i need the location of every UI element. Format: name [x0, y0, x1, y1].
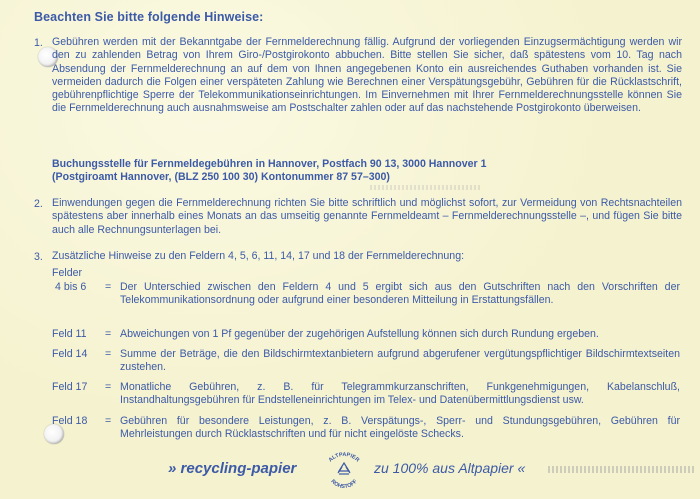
field-row-text: Monatliche Gebühren, z. B. für Telegrammkurzanschriften, Funkgenehmigungen, Kabelanschluß, Instandhaltungsgebühren für Endstelleneinrichtungen im Telex- und Datenübermittlungsdienst usw.: [120, 381, 680, 407]
section-3-intro: Zusätzliche Hinweise zu den Feldern 4, 5, 6, 11, 14, 17 und 18 der Fernmelderechnung:: [52, 250, 465, 262]
field-row-eq: =: [105, 348, 112, 360]
footer: [0, 452, 700, 488]
section-2-number: 2.: [34, 198, 43, 210]
field-row-text: Abweichungen von 1 Pf gegenüber der zugehörigen Aufstellung können sich durch Rundung ergeben.: [120, 328, 599, 340]
field-row-eq: =: [105, 415, 112, 427]
field-row-eq: =: [105, 281, 112, 293]
page-heading: Beachten Sie bitte folgende Hinweise:: [34, 10, 264, 24]
felder-label: Felder: [52, 267, 83, 279]
field-row-eq: =: [105, 381, 112, 393]
field-row-eq: =: [105, 328, 112, 340]
section-2-text: Einwendungen gegen die Fernmelderechnung richten Sie bitte schriftlich und möglichst sofort, zur Vermeidung von Rechtsnachteilen spätestens aber innerhalb eines Monats an das umseitig genannte Fernmeldeamt – Fernmelderechnungsstelle –, und fügen Sie bitte auch alle Rechnungsunterlagen bei.: [52, 197, 682, 236]
field-row-label: Feld 11: [52, 328, 87, 340]
account-line-1: Buchungsstelle für Fernmeldegebühren in Hannover, Postfach 90 13, 3000 Hannover 1: [52, 158, 487, 170]
section-3-number: 3.: [34, 251, 43, 263]
section-1-number: 1.: [34, 37, 43, 49]
recycling-logo-icon: [320, 452, 368, 488]
stamp-smudge: [370, 185, 480, 190]
field-row-text: Gebühren für besondere Leistungen, z. B. Verspätungs-, Sperr- und Stundungsgebühren, Gebühren für Mehrleistungen durch Rücklastschriften und für nicht eingelöste Schecks.: [120, 415, 680, 441]
field-row-text: Der Unterschied zwischen den Feldern 4 und 5 ergibt sich aus den Gutschriften nach den Vorschriften der Telekommunikationsordnung oder aufgrund einer besonderen Mitteilung in Erstattungsfällen.: [120, 281, 680, 307]
recycle-arrows-icon: [338, 463, 350, 474]
account-line-2: (Postgiroamt Hannover, (BLZ 250 100 30) Kontonummer 87 57–300): [52, 171, 390, 183]
field-row-label: Feld 18: [52, 415, 88, 427]
logo-bottom-text: ROHSTOFF: [329, 478, 359, 488]
section-1-text: Gebühren werden mit der Bekanntgabe der Fernmelderechnung fällig. Aufgrund der vorliegenden Einzugsermächtigung werden wir den zu zahlenden Betrag von Ihrem Giro-/Postgirokonto abbuchen. Bitte stellen Sie sicher, daß spätestens vom 10. Tag nach Absendung der Fernmelderechnung an auf dem von Ihnen angegebenen Konto ein ausreichendes Guthaben vorhanden ist. Sie vermeiden dadurch die Folgen einer verspäteten Zahlung wie Berechnen einer Verspätungsgebühr, Gebühren für die Rücklastschrift, gebührenpflichtige Sperre der Telekommunikationseinrichtungen. Im Einvernehmen mit Ihrer Fernmelderechnungsstelle können Sie die Fernmelderechnung auch ausnahmsweise am Postschalter zahlen oder auf das nachstehende Postgirokonto überweisen.: [52, 36, 682, 115]
logo-top-text: ALTPAPIER: [327, 452, 361, 464]
field-row-label: 4 bis 6: [55, 281, 87, 293]
altpapier-text: zu 100% aus Altpapier «: [374, 460, 526, 476]
stamp-smudge: [548, 466, 696, 473]
field-row-label: Feld 17: [52, 381, 88, 393]
field-row-text: Summe der Beträge, die den Bildschirmtextanbietern aufgrund abgerufener vergütungspflichtiger Bildschirmtextseiten zustehen.: [120, 348, 680, 374]
svg-text:ROHSTOFF: [329, 478, 359, 488]
recycling-text: » recycling-papier: [168, 460, 297, 477]
field-row-label: Feld 14: [52, 348, 88, 360]
svg-text:ALTPAPIER: [328, 452, 361, 464]
